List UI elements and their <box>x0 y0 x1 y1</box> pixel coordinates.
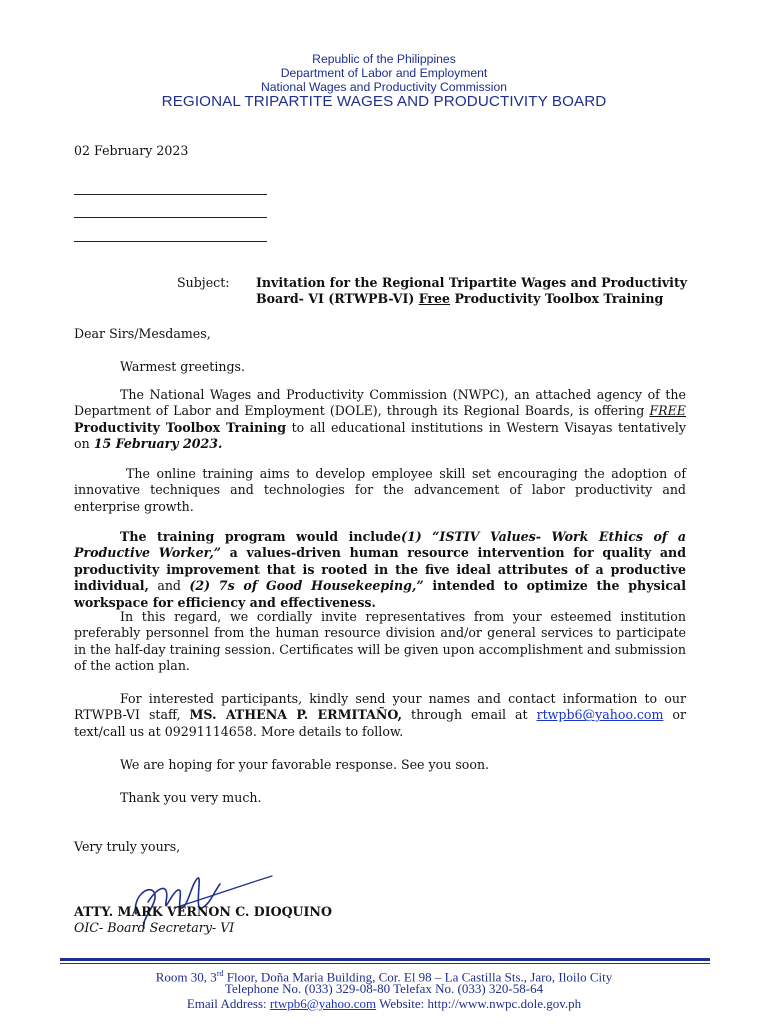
header-republic: Republic of the Philippines <box>312 52 456 66</box>
p5-text: through email at <box>402 707 537 723</box>
email-link[interactable]: rtwpb6@yahoo.com <box>536 707 664 723</box>
footer-website: Website: http://www.nwpc.dole.gov.ph <box>376 996 582 1011</box>
footer-text: Email Address: <box>186 996 270 1011</box>
footer-phone: Telephone No. (033) 329-08-80 Telefax No. (033) 320-58-64 <box>224 981 544 996</box>
footer-email-link[interactable]: rtwpb6@yahoo.com <box>269 996 377 1011</box>
address-blank-line <box>74 217 267 218</box>
p1-free: FREE <box>649 403 686 419</box>
closing: Very truly yours, <box>74 839 181 854</box>
address-blank-line <box>74 194 267 195</box>
p1-bold: Productivity Toolbox Training <box>74 419 287 435</box>
address-blank-line <box>74 241 267 242</box>
footer-text: Floor, Doña Maria Building, Cor. El 98 – La Castilla Sts., Jaro, Iloilo City <box>223 969 613 985</box>
footer-contact <box>0 997 768 1012</box>
paragraph-6: We are hoping for your favorable response. See you soon. <box>120 757 490 772</box>
p5-staff-name: MS. ATHENA P. ERMITAÑO, <box>189 707 403 723</box>
p5-text: or text/call us at 09291114658. More details to follow. <box>74 707 687 739</box>
signatory-title: OIC- Board Secretary- VI <box>74 920 235 935</box>
subject-free: Free <box>418 291 451 306</box>
paragraph-4: In this regard, we cordially invite representatives from your esteemed institution preferably personnel from the human resource division and/or general services to participate in the half-day training session. Certificates will be given upon accomplishment and submission of the action plan. <box>74 609 686 674</box>
paragraph-1 <box>74 387 686 453</box>
paragraph-7: Thank you very much. <box>120 790 262 805</box>
header-department: Department of Labor and Employment <box>280 66 488 80</box>
subject-line-1: Invitation for the Regional Tripartite Wages and Productivity <box>256 275 688 290</box>
paragraph-2: The online training aims to develop employee skill set encouraging the adoption of innovative techniques and technologies for the advancement of labor productivity and enterprise growth. <box>74 466 686 514</box>
paragraph-5 <box>74 691 686 740</box>
footer-rule <box>60 963 710 964</box>
subject-text: Board- VI (RTWPB-VI) <box>256 291 419 306</box>
salutation: Dear Sirs/Mesdames, <box>74 326 211 341</box>
p3-bold: intended to optimize the physical workspace for efficiency and effectiveness. <box>74 578 686 610</box>
letter-date: 02 February 2023 <box>74 143 189 158</box>
paragraph-3 <box>74 529 686 611</box>
p3-text: and <box>148 578 190 594</box>
subject-text: Productivity Toolbox Training <box>450 291 664 306</box>
footer-text: Room 30, 3 <box>155 969 217 985</box>
signatory-name: ATTY. MARK VERNON C. DIOQUINO <box>74 904 332 919</box>
header-commission: National Wages and Productivity Commission <box>260 80 508 94</box>
greeting: Warmest greetings. <box>120 359 246 374</box>
p5-text: For interested participants, kindly send your names and contact information to our RTWPB-VI staff, <box>74 691 686 723</box>
subject-line-2 <box>256 291 663 307</box>
footer-sup: rd <box>216 969 224 978</box>
p3-item-1: (1) “ISTIV Values- Work Ethics of a Productive Worker,” <box>74 529 687 561</box>
p1-date: 15 February 2023. <box>93 436 223 452</box>
subject-label: Subject: <box>177 275 230 290</box>
header-board: REGIONAL TRIPARTITE WAGES AND PRODUCTIVITY BOARD <box>161 93 607 110</box>
p3-bold: a values-driven human resource intervention for quality and productivity improvement that is rooted in the five ideal attributes of a productive individual, <box>74 545 686 594</box>
p1-text: The National Wages and Productivity Commission (NWPC), an attached agency of the Department of Labor and Employment (DOLE), through its Regional Boards, is offering <box>74 387 686 419</box>
p3-bold: The training program would include <box>120 529 401 544</box>
p1-text: to all educational institutions in Western Visayas tentatively on <box>74 419 686 452</box>
footer-rule <box>60 958 710 961</box>
p3-item-2: (2) 7s of Good Housekeeping,” <box>189 578 424 594</box>
